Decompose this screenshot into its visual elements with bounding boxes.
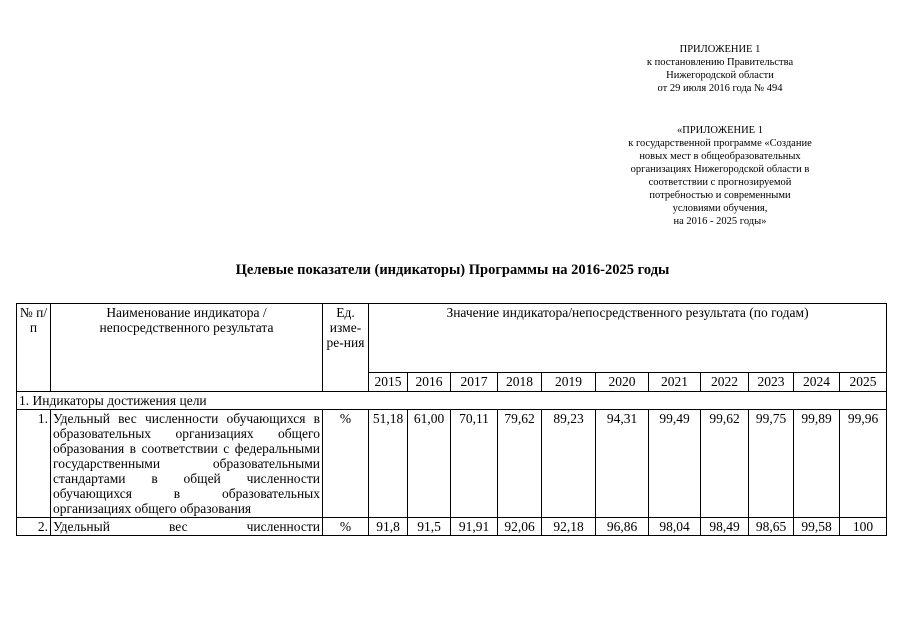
- indicator-name-line: соответствии с федеральными: [141, 441, 321, 456]
- value-cell: 96,86: [596, 518, 649, 536]
- appendix-line: «ПРИЛОЖЕНИЕ 1: [677, 125, 763, 136]
- indicator-name-line: организациях общего образования: [53, 501, 252, 516]
- value-cell: 70,11: [451, 410, 498, 518]
- header-unit: Ед. изме-ре-ния: [323, 304, 369, 392]
- indicator-name-line: Удельный вес численности: [53, 411, 219, 426]
- year-header: 2016: [408, 373, 451, 392]
- value-cell: 79,62: [498, 410, 542, 518]
- indicator-name-line: государственными образовательными: [53, 456, 320, 471]
- value-cell: 98,04: [649, 518, 701, 536]
- year-header: 2022: [701, 373, 749, 392]
- appendix-line: на 2016 - 2025 годы»: [673, 216, 767, 227]
- header-number: № п/п: [17, 304, 51, 392]
- appendix-line: потребностью и современными: [649, 190, 791, 201]
- value-cell: 91,91: [451, 518, 498, 536]
- unit-cell: %: [323, 518, 369, 536]
- indicator-name: [51, 410, 323, 518]
- indicator-name-line: организациях общего образования в: [53, 426, 320, 456]
- appendix-line: Нижегородской области: [666, 70, 774, 81]
- year-header: 2015: [369, 373, 408, 392]
- value-cell: 99,89: [794, 410, 840, 518]
- value-cell: 98,49: [701, 518, 749, 536]
- unit-cell: %: [323, 410, 369, 518]
- year-header: 2017: [451, 373, 498, 392]
- header-values-by-year: Значение индикатора/непосредственного результата (по годам): [369, 304, 887, 373]
- value-cell: 92,06: [498, 518, 542, 536]
- appendix-line: организациях Нижегородской области в: [630, 164, 810, 175]
- value-cell: 99,58: [794, 518, 840, 536]
- table-row: [17, 410, 887, 518]
- year-header: 2023: [749, 373, 794, 392]
- indicator-name-line: обучающихся в образовательных: [53, 486, 320, 501]
- appendix-line: к государственной программе «Создание: [628, 138, 812, 149]
- header-indicator-name: Наименование индикатора / непосредственного результата: [51, 304, 323, 392]
- value-cell: 100: [840, 518, 887, 536]
- appendix-line: к постановлению Правительства: [646, 57, 794, 68]
- indicator-name-line: стандартами в общей численности: [53, 471, 320, 486]
- appendix-header-program: [600, 124, 840, 228]
- value-cell: 91,8: [369, 518, 408, 536]
- appendix-line: от 29 июля 2016 года № 494: [657, 83, 783, 94]
- year-header: 2021: [649, 373, 701, 392]
- value-cell: 92,18: [542, 518, 596, 536]
- year-header: 2020: [596, 373, 649, 392]
- value-cell: 89,23: [542, 410, 596, 518]
- appendix-line: новых мест в общеобразовательных: [639, 151, 801, 162]
- value-cell: 99,96: [840, 410, 887, 518]
- section-heading: 1. Индикаторы достижения цели: [17, 392, 887, 410]
- value-cell: 94,31: [596, 410, 649, 518]
- value-cell: 99,62: [701, 410, 749, 518]
- document-title: Целевые показатели (индикаторы) Программы на 2016-2025 годы: [235, 262, 670, 278]
- row-number: 1.: [17, 410, 51, 518]
- value-cell: 99,75: [749, 410, 794, 518]
- year-header: 2024: [794, 373, 840, 392]
- value-cell: 61,00: [408, 410, 451, 518]
- table-row: [17, 518, 887, 536]
- appendix-line: условиями обучения,: [672, 203, 768, 214]
- year-header: 2019: [542, 373, 596, 392]
- value-cell: 51,18: [369, 410, 408, 518]
- appendix-line: ПРИЛОЖЕНИЕ 1: [679, 44, 761, 55]
- value-cell: 91,5: [408, 518, 451, 536]
- indicator-name: [51, 518, 323, 536]
- year-header: 2018: [498, 373, 542, 392]
- year-header: 2025: [840, 373, 887, 392]
- indicators-table: [16, 303, 887, 536]
- indicator-name-line: обучающихся в образовательных: [53, 411, 321, 441]
- row-number: 2.: [17, 518, 51, 536]
- appendix-header-decree: [620, 43, 820, 95]
- appendix-line: соответствии с прогнозируемой: [648, 177, 792, 188]
- indicator-name-line: Удельный вес численности: [53, 519, 320, 534]
- value-cell: 99,49: [649, 410, 701, 518]
- value-cell: 98,65: [749, 518, 794, 536]
